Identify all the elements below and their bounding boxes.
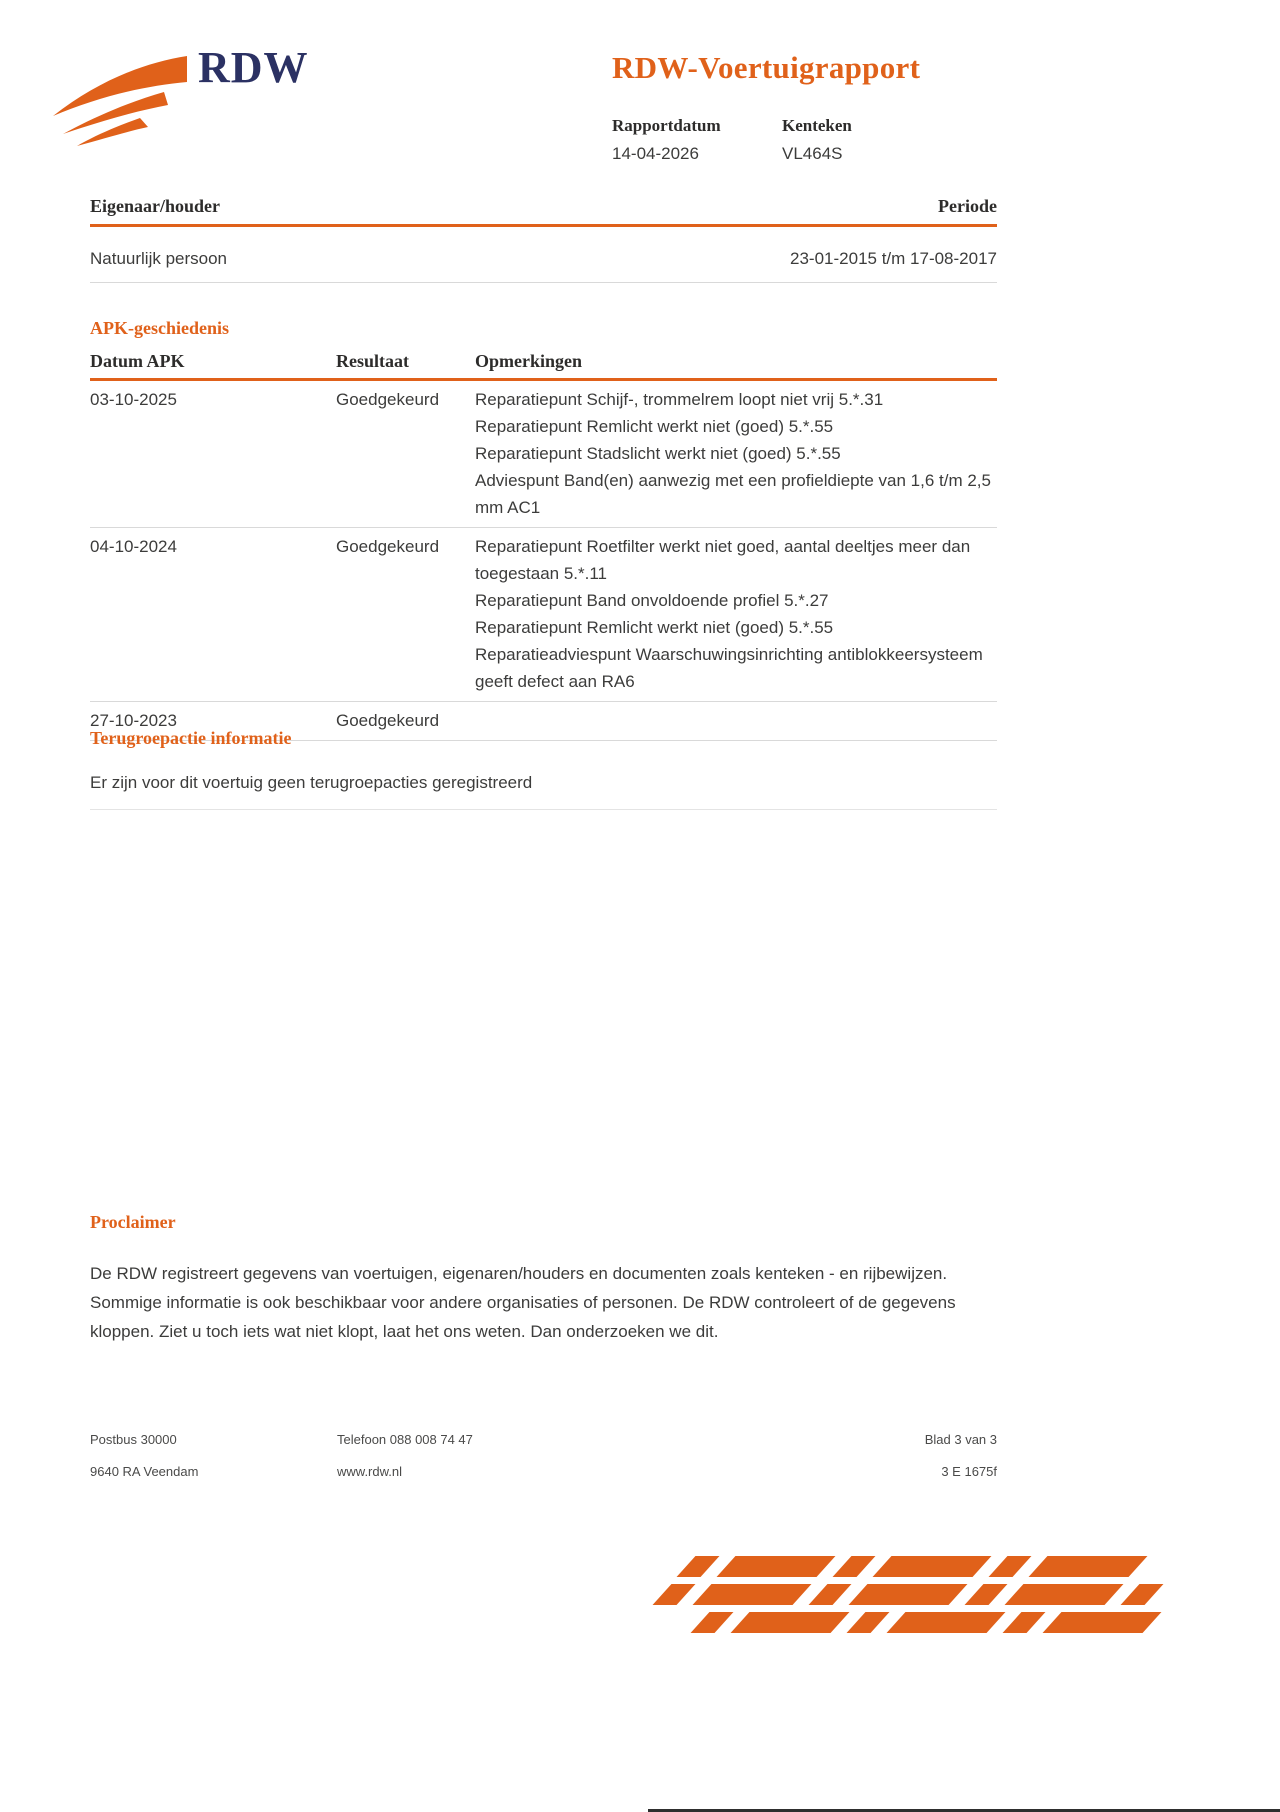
apk-result: Goedgekeurd [336, 537, 440, 556]
apk-col-result: Resultaat [336, 351, 409, 371]
report-date-value: 14-04-2026 [612, 144, 699, 163]
proclaimer-text: De RDW registreert gegevens van voertuigen, eigenaren/houders en documenten zoals kenteken - en rijbewijzen. Sommige informatie is ook beschikbaar voor andere organisaties of personen. De RDW controleert of de gegevens kloppen. Ziet u toch iets wat niet klopt, laat het ons weten. Dan onderzoeken we dit. [90, 1264, 956, 1341]
apk-remarks [475, 386, 997, 521]
apk-date: 04-10-2024 [90, 537, 177, 556]
apk-remark: Reparatiepunt Remlicht werkt niet (goed) 5.*.55 [475, 417, 834, 436]
stripe-row [700, 1612, 1170, 1633]
apk-remark: Reparatiepunt Roetfilter werkt niet goed, aantal deeltjes meer dan toegestaan 5.*.11 [475, 537, 971, 583]
apk-remark: Reparatieadviespunt Waarschuwingsinrichting antiblokkeersysteem geeft defect aan RA6 [475, 645, 983, 691]
apk-result: Goedgekeurd [336, 390, 440, 409]
footer-contact-column [337, 1432, 925, 1479]
footer-page-column [925, 1432, 997, 1479]
footer-city: 9640 RA Veendam [90, 1464, 199, 1479]
apk-remark: Reparatiepunt Schijf-, trommelrem loopt niet vrij 5.*.31 [475, 390, 884, 409]
footer-page-number: Blad 3 van 3 [924, 1432, 997, 1447]
owner-label: Eigenaar/houder [90, 196, 221, 216]
apk-col-remarks: Opmerkingen [475, 351, 583, 371]
apk-remarks [475, 533, 997, 695]
footer-phone: Telefoon 088 008 74 47 [337, 1432, 473, 1447]
footer-doc-code: 3 E 1675f [941, 1464, 997, 1479]
apk-date: 27-10-2023 [90, 711, 177, 730]
rdw-logo-swoosh-icon [50, 56, 188, 146]
apk-result: Goedgekeurd [336, 711, 440, 730]
report-meta [612, 116, 852, 164]
table-row [90, 528, 997, 702]
stripe-row [662, 1584, 1170, 1605]
recall-heading: Terugroepactie informatie [90, 728, 292, 748]
proclaimer-heading: Proclaimer [90, 1212, 176, 1232]
recall-text: Er zijn voor dit voertuig geen terugroepacties geregistreerd [90, 761, 997, 810]
owner-section-header [90, 196, 997, 227]
report-date-label: Rapportdatum [612, 116, 721, 135]
apk-col-date: Datum APK [90, 351, 185, 371]
page-title: RDW-Voertuigrapport [612, 50, 921, 85]
apk-history-heading: APK-geschiedenis [90, 318, 229, 338]
stripe-row [686, 1556, 1170, 1577]
period-value: 23-01-2015 t/m 17-08-2017 [790, 249, 997, 268]
apk-remark: Reparatiepunt Remlicht werkt niet (goed) 5.*.55 [475, 618, 834, 637]
footer-postbus: Postbus 30000 [90, 1432, 177, 1447]
diagonal-stripes-icon [652, 1556, 1170, 1640]
apk-remark: Adviespunt Band(en) aanwezig met een profieldiepte van 1,6 t/m 2,5 mm AC1 [475, 471, 991, 517]
apk-remark: Reparatiepunt Band onvoldoende profiel 5.*.27 [475, 591, 829, 610]
license-plate-label: Kenteken [782, 116, 852, 135]
footer-website: www.rdw.nl [337, 1464, 403, 1479]
page-footer [90, 1432, 997, 1479]
period-label: Periode [938, 196, 997, 216]
apk-remark: Reparatiepunt Stadslicht werkt niet (goed) 5.*.55 [475, 444, 841, 463]
footer-address-column [90, 1432, 337, 1479]
owner-section-values [90, 227, 997, 283]
owner-section [90, 196, 997, 283]
apk-history-section [90, 318, 997, 741]
table-row [90, 381, 997, 528]
proclaimer-section [90, 1212, 997, 1346]
owner-value: Natuurlijk persoon [90, 249, 228, 268]
apk-table-header [90, 351, 997, 381]
rdw-logo-wordmark: RDW [198, 43, 309, 92]
license-plate-value: VL464S [782, 144, 843, 163]
apk-date: 03-10-2025 [90, 390, 177, 409]
recall-section [90, 728, 997, 810]
